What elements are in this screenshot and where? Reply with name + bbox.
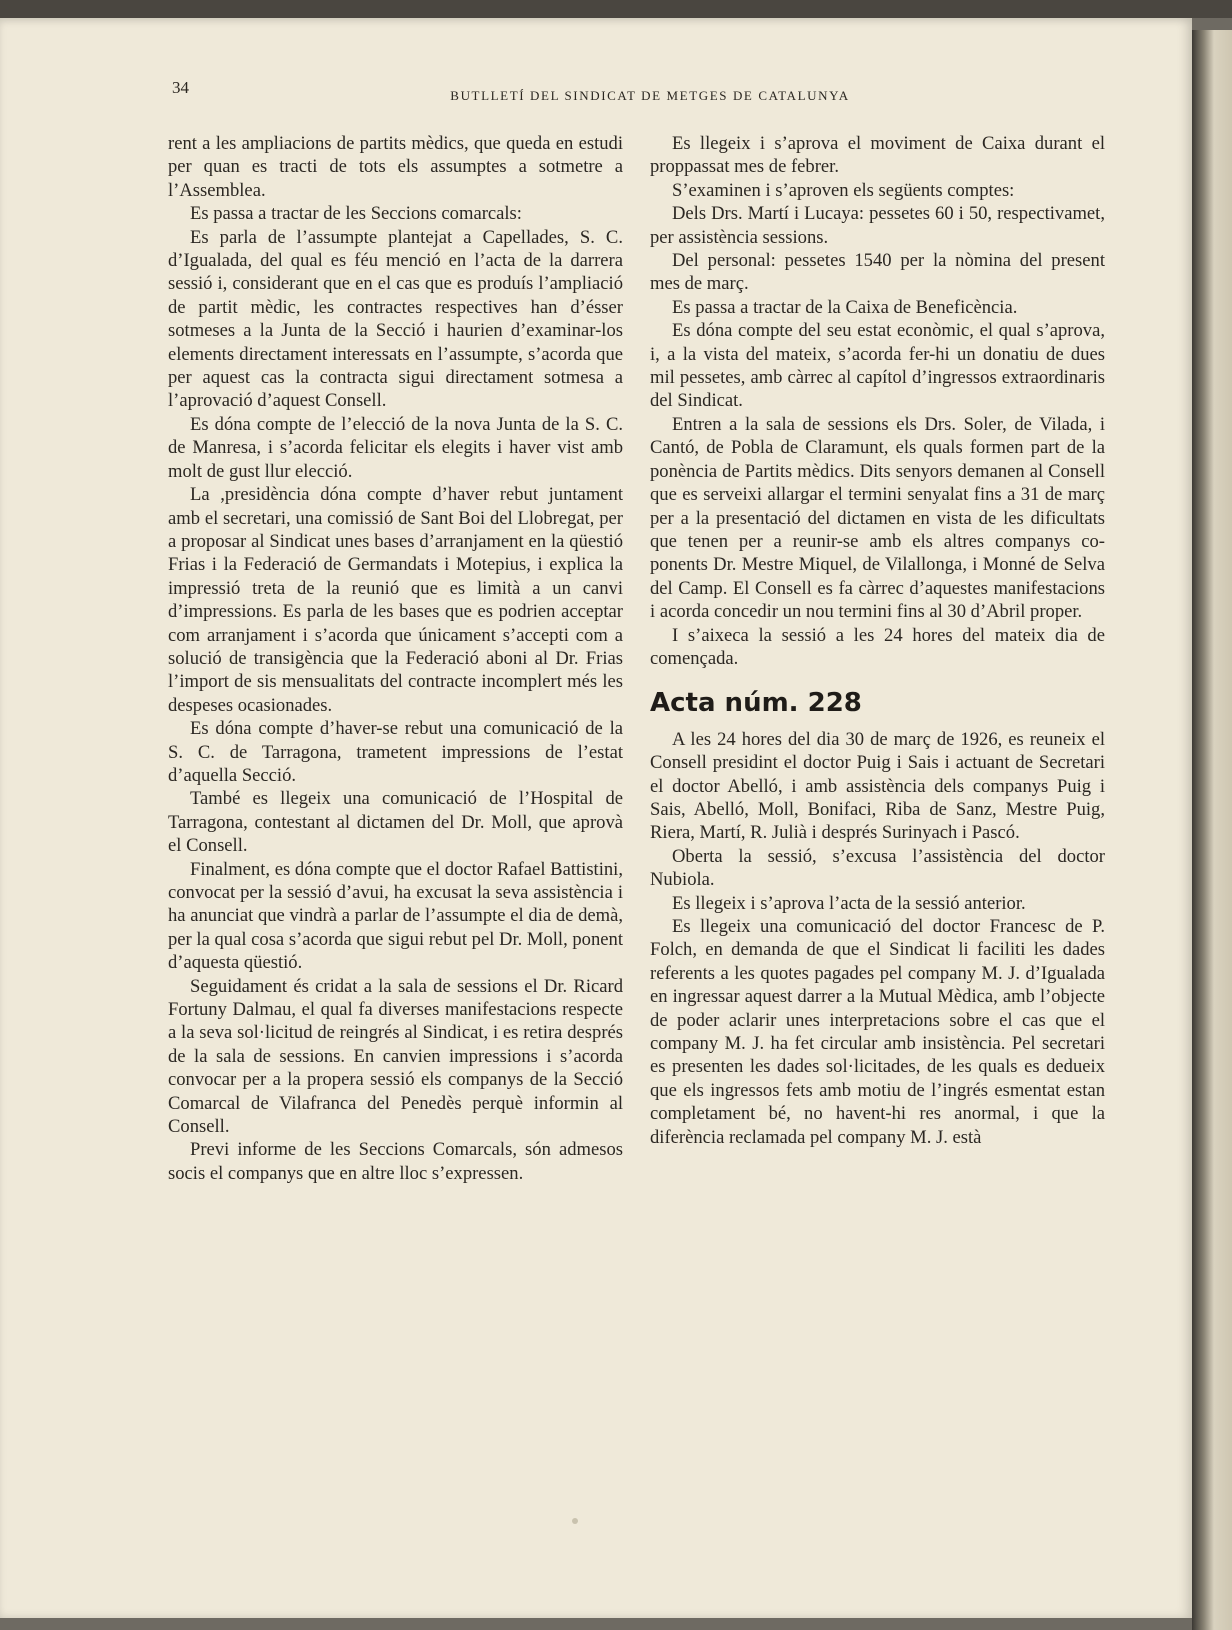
paragraph: Es dóna compte de l’elecció de la nova Junta de la S. C. de Manresa, i s’acorda felicitar els elegits i haver vist amb molt de gust llur elecció. xyxy=(168,413,623,482)
paragraph: Del personal: pessetes 1540 per la nòmina del present mes de març. xyxy=(650,250,1105,295)
paragraph: S’examinen i s’aproven els següents comptes: xyxy=(672,179,1015,201)
paragraph: Es dóna compte del seu estat econòmic, el qual s’aprova, i, a la vista del mateix, s’acorda fer-hi un donatiu de dues mil pessetes, amb càrrec al capítol d’ingressos extraordinaris del Sindicat. xyxy=(650,320,1105,412)
paragraph: Es dóna compte d’haver-se rebut una comunicació de la S. C. de Tarragona, trametent impressions de l’estat d’aquella Secció. xyxy=(168,718,623,786)
paragraph: Entren a la sala de sessions els Drs. Soler, de Vilada, i Cantó, de Pobla de Claramunt, els quals formen part de la ponència de Partits mèdics. Dits senyors demanen al Consell que es serveixi allargar el termini senyalat fins a 31 de març per a la presentació del dictamen en vista de les dificultats que tenen per a reunir-se amb els altres companys co-ponents Dr. Mestre Miquel, de Vilallonga, i Monné de Selva del Camp. El Consell es fa càrrec d’aquestes manifestacions i acorda concedir un nou termini fins al 30 d’Abril proper. xyxy=(650,413,1105,623)
paragraph: Es parla de l’assumpte plantejat a Capellades, S. C. d’Igualada, del qual es féu menció en l’acta de la darrera sessió i, considerant que en el cas que es produís l’ampliació de partit mèdic, les contractes respectives han d’ésser sotmeses a la Junta de la Secció i haurien d’examinar-los elements directament interessats en l’assumpte, s’acorda que per aquest cas la contracta sigui directament sotmesa a l’aprovació d’aquest Consell. xyxy=(168,226,623,412)
paragraph: Es llegeix i s’aprova el moviment de Caixa durant el proppassat mes de febrer. xyxy=(650,133,1105,178)
paragraph: Es llegeix una comunicació del doctor Francesc de P. Folch, en demanda de que el Sindicat li faciliti les dades referents a les quotes pagades pel company M. J. d’Igualada en ingressar aquest darrer a la Mutual Mèdica, amb l’objecte de poder aclarir unes interpretacions sobre el cas que el company M. J. ha fet circular amb insistència. Pel secretari es presenten les dades sol·licitades, de les quals es dedueix que els ingressos fets amb motiu de l’ingrés esmentat estan completament bé, no havent-hi res anormal, i que la diferència reclamada pel company M. J. està xyxy=(650,916,1105,1148)
paragraph: Finalment, es dóna compte que el doctor Rafael Battistini, convocat per la sessió d’avui, ha excusat la seva assistència i ha anunciat que vindrà a parlar de l’assumpte el dia de demà, per la qual cosa s’acorda que sigui rebut pel Dr. Moll, ponent d’aquesta qüestió. xyxy=(168,858,623,974)
paragraph: Oberta la sessió, s’excusa l’assistència del doctor Nubiola. xyxy=(650,845,1105,891)
paragraph: Es llegeix i s’aprova l’acta de la sessió anterior. xyxy=(672,892,1026,914)
paragraph: Seguidament és cridat a la sala de sessions el Dr. Ricard Fortuny Dalmau, el qual fa diverses manifestacions respecte a la seva sol·licitud de reingrés al Sindicat, i es retira després de la sala de sessions. En canvien impressions i s’acorda convocar per a la propera sessió els companys de la Secció Comarcal de Vilafranca del Penedès perquè informin al Consell. xyxy=(168,975,623,1138)
scan-top-border xyxy=(0,0,1232,18)
paragraph: També es llegeix una comunicació de l’Hospital de Tarragona, contestant al dictamen del Dr. Moll, que aprovà el Consell. xyxy=(168,788,623,857)
page-edge xyxy=(1192,30,1232,1630)
paragraph: A les 24 hores del dia 30 de març de 1926, es reuneix el Consell presidint el doctor Puig i Sais i actuant de Secretari el doctor Abelló, i amb assistència dels companys Puig i Sais, Abelló, Moll, Bonifaci, Riba de Sanz, Mestre Puig, Riera, Martí, R. Julià i després Surinyach i Pascó. xyxy=(650,728,1105,844)
paragraph: La ,presidència dóna compte d’haver rebut juntament amb el secretari, una comissió de Sant Boi del Llobregat, per a proposar al Sindicat unes bases d’arranjament en la qüestió Frias i la Federació de Germandats i Motepius, i explica la impressió treta de la reunió que es limità a un canvi d’impressions. Es parla de les bases que es podrien acceptar com arranjament i s’acorda que únicament s’accepti com a solució de transigència que la Federació aboni al Dr. Frias l’import de sis mensualitats del contracte incomplert més les despeses ocasionades. xyxy=(168,484,623,716)
left-column xyxy=(168,132,623,1185)
paragraph: Previ informe de les Seccions Comarcals, són admesos socis el companys que en altre lloc s’expressen. xyxy=(168,1139,623,1184)
section-heading: Acta núm. 228 xyxy=(650,688,862,719)
paper-speck xyxy=(572,1518,578,1524)
paragraph: rent a les ampliacions de partits mèdics, que queda en estudi per quan es tracti de tots els assumptes a sotmetre a l’Assemblea. xyxy=(168,133,623,201)
paragraph: Es passa a tractar de les Seccions comarcals: xyxy=(190,203,522,225)
paragraph: Es passa a tractar de la Caixa de Beneficència. xyxy=(672,296,1018,318)
right-column xyxy=(650,132,1105,1149)
paragraph: I s’aixeca la sessió a les 24 hores del mateix dia de començada. xyxy=(650,624,1105,669)
page-number: 34 xyxy=(172,78,189,97)
paragraph: Dels Drs. Martí i Lucaya: pessetes 60 i 50, respectivamet, per assistència sessions. xyxy=(650,203,1105,248)
running-head: BUTLLETÍ DEL SINDICAT DE METGES DE CATALUNYA xyxy=(450,88,850,103)
